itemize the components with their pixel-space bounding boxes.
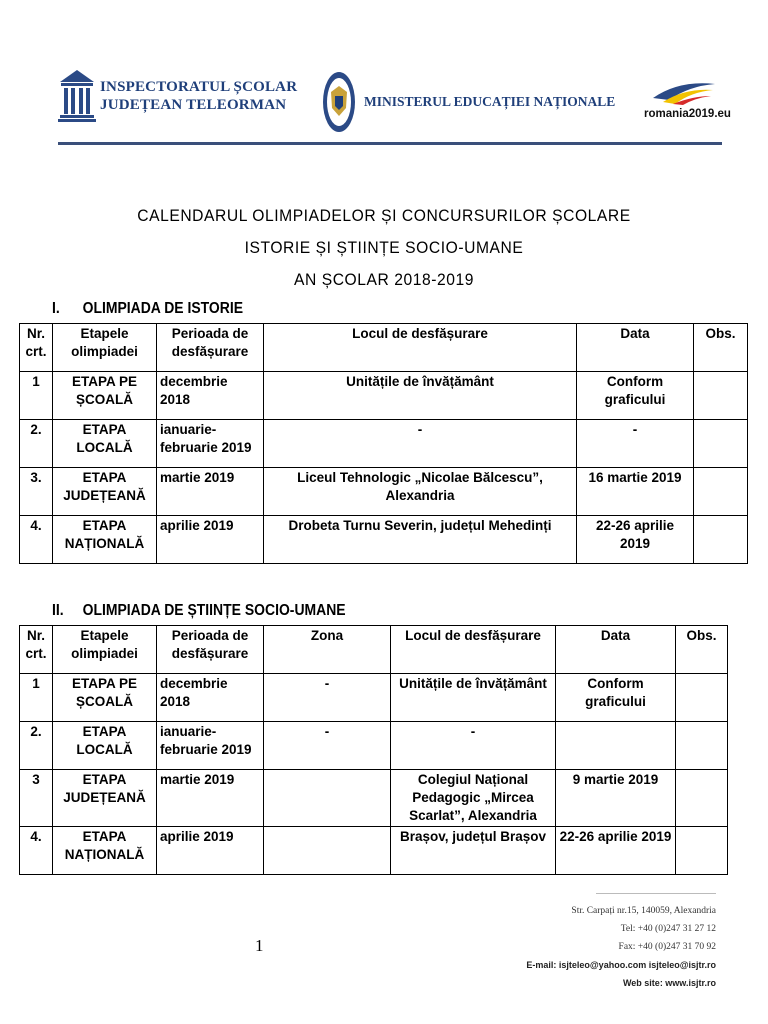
table-row bbox=[20, 674, 728, 722]
table-header-row bbox=[20, 324, 748, 372]
contact-block bbox=[526, 902, 716, 992]
ministry-name: MINISTERUL EDUCAȚIEI NAȚIONALE bbox=[364, 94, 616, 109]
cell-etapa: ETAPA LOCALĂ bbox=[53, 420, 157, 468]
header-data: Data bbox=[556, 626, 676, 674]
header-perioada: Perioada de desfășurare bbox=[157, 324, 264, 372]
table-row bbox=[20, 827, 728, 875]
cell-obs bbox=[676, 770, 728, 827]
header-perioada: Perioada de desfășurare bbox=[157, 626, 264, 674]
section-1-number: I. bbox=[52, 300, 60, 317]
cell-nr: 3. bbox=[20, 468, 53, 516]
cell-etapa: ETAPA LOCALĂ bbox=[53, 722, 157, 770]
section-2-number: II. bbox=[52, 602, 64, 619]
table-row bbox=[20, 420, 748, 468]
header-divider bbox=[58, 142, 722, 145]
cell-etapa: ETAPA NAȚIONALĂ bbox=[53, 827, 157, 875]
cell-perioada: martie 2019 bbox=[157, 468, 264, 516]
header-nr: Nr. crt. bbox=[20, 626, 53, 674]
header-etapa: Etapele olimpiadei bbox=[53, 324, 157, 372]
building-icon bbox=[58, 66, 96, 126]
cell-zona: - bbox=[264, 674, 391, 722]
ministry-logo bbox=[322, 70, 615, 134]
table-row bbox=[20, 468, 748, 516]
cell-obs bbox=[676, 674, 728, 722]
istorie-table bbox=[19, 323, 748, 564]
section-1-heading bbox=[52, 300, 243, 318]
title-line-1: CALENDARUL OLIMPIADELOR ȘI CONCURSURILOR ȘCOLARE bbox=[137, 206, 631, 225]
cell-perioada: aprilie 2019 bbox=[157, 827, 264, 875]
cell-zona bbox=[264, 770, 391, 827]
contact-divider bbox=[596, 893, 716, 894]
cell-nr: 4. bbox=[20, 516, 53, 564]
section-2-title: OLIMPIADA DE ȘTIINȚE SOCIO-UMANE bbox=[82, 602, 346, 619]
header-locul: Locul de desfășurare bbox=[264, 324, 577, 372]
cell-data: 22-26 aprilie 2019 bbox=[556, 827, 676, 875]
cell-etapa: ETAPA JUDEȚEANĂ bbox=[53, 770, 157, 827]
table-row bbox=[20, 722, 728, 770]
header-zona: Zona bbox=[264, 626, 391, 674]
cell-obs bbox=[694, 468, 748, 516]
cell-nr: 4. bbox=[20, 827, 53, 875]
cell-perioada: ianuarie-februarie 2019 bbox=[157, 722, 264, 770]
cell-nr: 2. bbox=[20, 722, 53, 770]
cell-locul: Colegiul Național Pedagogic „Mircea Scarlat”, Alexandria bbox=[391, 770, 556, 827]
cell-obs bbox=[694, 420, 748, 468]
cell-perioada: decembrie 2018 bbox=[157, 372, 264, 420]
cell-zona: - bbox=[264, 722, 391, 770]
document-title bbox=[0, 200, 768, 296]
cell-obs bbox=[676, 722, 728, 770]
letterhead bbox=[58, 66, 731, 142]
cell-nr: 1 bbox=[20, 674, 53, 722]
cell-perioada: ianuarie-februarie 2019 bbox=[157, 420, 264, 468]
cell-perioada: martie 2019 bbox=[157, 770, 264, 827]
cell-locul: - bbox=[391, 722, 556, 770]
cell-obs bbox=[694, 516, 748, 564]
header-obs: Obs. bbox=[694, 324, 748, 372]
section-1-title: OLIMPIADA DE ISTORIE bbox=[82, 300, 244, 317]
isj-name-line2: JUDEȚEAN TELEORMAN bbox=[100, 97, 287, 113]
romania2019-text: romania2019.eu bbox=[644, 108, 731, 120]
cell-perioada: decembrie 2018 bbox=[157, 674, 264, 722]
cell-locul: Drobeta Turnu Severin, județul Mehedinți bbox=[264, 516, 577, 564]
cell-etapa: ETAPA PE ȘCOALĂ bbox=[53, 674, 157, 722]
cell-etapa: ETAPA NAȚIONALĂ bbox=[53, 516, 157, 564]
cell-data: Conform graficului bbox=[556, 674, 676, 722]
cell-locul: Brașov, județul Brașov bbox=[391, 827, 556, 875]
table-row bbox=[20, 372, 748, 420]
telephone: Tel: +40 (0)247 31 27 12 bbox=[620, 924, 716, 934]
cell-nr: 2. bbox=[20, 420, 53, 468]
table-row bbox=[20, 516, 748, 564]
title-line-2: ISTORIE ȘI ȘTIINȚE SOCIO-UMANE bbox=[244, 238, 524, 257]
cell-obs bbox=[676, 827, 728, 875]
romania2019-logo bbox=[644, 76, 731, 120]
page-number: 1 bbox=[255, 936, 264, 955]
table-header-row bbox=[20, 626, 728, 674]
ministry-seal-icon bbox=[322, 70, 356, 134]
cell-data: 22-26 aprilie 2019 bbox=[577, 516, 694, 564]
header-obs: Obs. bbox=[676, 626, 728, 674]
cell-locul: Liceul Tehnologic „Nicolae Bălcescu”, Alexandria bbox=[264, 468, 577, 516]
table-row bbox=[20, 770, 728, 827]
cell-etapa: ETAPA JUDEȚEANĂ bbox=[53, 468, 157, 516]
cell-locul: Unitățile de învățământ bbox=[391, 674, 556, 722]
cell-nr: 3 bbox=[20, 770, 53, 827]
fax: Fax: +40 (0)247 31 70 92 bbox=[618, 942, 716, 952]
email-link[interactable]: E-mail: isjteleo@yahoo.com isjteleo@isjtr.ro bbox=[526, 960, 716, 970]
flag-swoosh-icon bbox=[649, 76, 719, 106]
cell-etapa: ETAPA PE ȘCOALĂ bbox=[53, 372, 157, 420]
cell-nr: 1 bbox=[20, 372, 53, 420]
cell-data: Conform graficului bbox=[577, 372, 694, 420]
header-etapa: Etapele olimpiadei bbox=[53, 626, 157, 674]
header-data: Data bbox=[577, 324, 694, 372]
cell-obs bbox=[694, 372, 748, 420]
cell-data: 9 martie 2019 bbox=[556, 770, 676, 827]
cell-locul: Unitățile de învățământ bbox=[264, 372, 577, 420]
cell-data: 16 martie 2019 bbox=[577, 468, 694, 516]
isj-logo bbox=[58, 66, 297, 126]
cell-perioada: aprilie 2019 bbox=[157, 516, 264, 564]
section-2-heading bbox=[52, 602, 346, 620]
header-nr: Nr. crt. bbox=[20, 324, 53, 372]
header-locul: Locul de desfășurare bbox=[391, 626, 556, 674]
cell-zona bbox=[264, 827, 391, 875]
cell-locul: - bbox=[264, 420, 577, 468]
cell-data: - bbox=[577, 420, 694, 468]
cell-data bbox=[556, 722, 676, 770]
address: Str. Carpați nr.15, 140059, Alexandria bbox=[571, 906, 716, 916]
title-line-3: AN ȘCOLAR 2018-2019 bbox=[293, 270, 475, 289]
isj-name-line1: INSPECTORATUL ȘCOLAR bbox=[100, 79, 298, 95]
socio-umane-table bbox=[19, 625, 728, 875]
website-link[interactable]: Web site: www.isjtr.ro bbox=[622, 978, 716, 988]
